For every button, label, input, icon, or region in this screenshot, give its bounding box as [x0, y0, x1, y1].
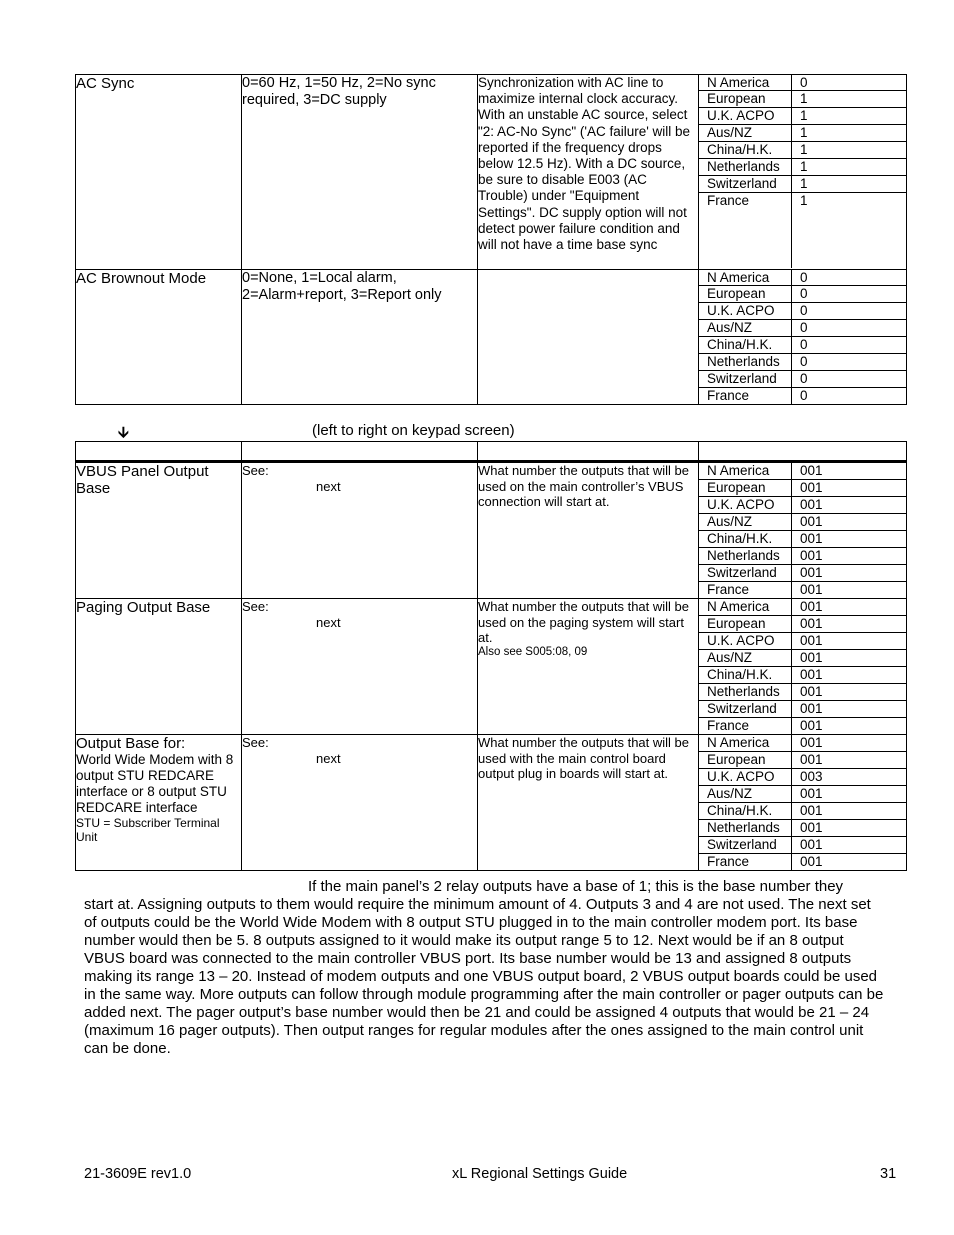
header-cell: [242, 442, 478, 462]
region-label: Aus/NZ: [699, 650, 792, 667]
regional-defaults: [699, 270, 907, 405]
region-label: U.K. ACPO: [699, 769, 792, 786]
section-subtitle: (left to right on keypad screen): [312, 422, 515, 439]
setting-description: [478, 599, 699, 735]
region-value: 001: [792, 684, 907, 701]
setting-name: VBUS Panel Output Base: [76, 462, 242, 599]
table-row-output-base-for: [76, 735, 907, 871]
region-value: 001: [792, 480, 907, 497]
setting-description: [478, 270, 699, 405]
setting-name: [76, 735, 242, 871]
region-value: 001: [792, 497, 907, 514]
region-value: 1: [792, 159, 907, 176]
region-label: Switzerland: [699, 371, 792, 388]
region-label: Switzerland: [699, 837, 792, 854]
header-cell: [699, 442, 907, 462]
region-label: Netherlands: [699, 820, 792, 837]
setting-options: [242, 735, 478, 871]
region-label: N America: [699, 270, 792, 286]
next-label: next: [316, 751, 341, 766]
region-label: N America: [699, 463, 792, 480]
region-label: Switzerland: [699, 565, 792, 582]
region-value: 001: [792, 718, 907, 735]
see-label: See:: [242, 735, 269, 750]
setting-name: AC Brownout Mode: [76, 270, 242, 405]
region-value: 001: [792, 786, 907, 803]
region-label: U.K. ACPO: [699, 497, 792, 514]
region-value: 001: [792, 582, 907, 599]
region-label: Aus/NZ: [699, 125, 792, 142]
region-value: 001: [792, 548, 907, 565]
region-label: China/H.K.: [699, 142, 792, 159]
setting-description: What number the outputs that will be used on the main controller’s VBUS connection will start at.: [478, 462, 699, 599]
region-value: 001: [792, 616, 907, 633]
region-label: European: [699, 480, 792, 497]
region-label: Netherlands: [699, 684, 792, 701]
region-label: China/H.K.: [699, 667, 792, 684]
region-label: N America: [699, 735, 792, 752]
table-row-vbus-output-base: [76, 462, 907, 599]
region-value: 001: [792, 735, 907, 752]
region-value: 0: [792, 337, 907, 354]
region-value: 001: [792, 837, 907, 854]
region-label: France: [699, 582, 792, 599]
setting-options: [242, 462, 478, 599]
region-value: 001: [792, 565, 907, 582]
region-value: 0: [792, 270, 907, 286]
regional-defaults: [699, 462, 907, 599]
region-label: France: [699, 854, 792, 871]
see-label: See:: [242, 599, 269, 614]
paragraph-first-line: If the main panel’s 2 relay outputs have a base of 1; this is the base number they: [308, 878, 844, 895]
region-value: 001: [792, 633, 907, 650]
region-value: 0: [792, 286, 907, 303]
region-value: 001: [792, 752, 907, 769]
setting-options: [242, 599, 478, 735]
region-label: European: [699, 91, 792, 108]
region-value: 001: [792, 854, 907, 871]
region-label: Aus/NZ: [699, 320, 792, 337]
footer-page-number: 31: [880, 1166, 897, 1182]
header-cell: [76, 442, 242, 462]
table-row-ac-sync: [76, 75, 907, 270]
region-value: 0: [792, 388, 907, 405]
setting-name-detail: World Wide Modem with 8 output STU REDCARE interface or 8 output STU REDCARE interface: [76, 752, 234, 815]
region-value: 1: [792, 142, 907, 159]
region-label: China/H.K.: [699, 803, 792, 820]
region-label: France: [699, 388, 792, 405]
paragraph-body: start at. Assigning outputs to them would require the minimum amount of 4. Outputs 3 and 4 are not used. The next set of outputs could be the World Wide Modem with 8 output STU plugged in to the main controller modem port. Its base number would then be 5. 8 outputs assigned to it would make its output range 5 to 12. Next would be if an 8 output VBUS board was connected to the main controller VBUS port. Its base number would be 13 and assigned 8 outputs making its range 13 – 20. Instead of modem outputs and one VBUS output board, 2 VBUS output boards could be used in the same way. More outputs can follow through module programming after the main controller or pager outputs can be added next. The pager output’s base number would then be 21 and could be assigned 4 outputs that would be 21 – 24 (maximum 16 pager outputs). Then output ranges for regular modules after the ones assigned to the main control unit can be done.: [84, 896, 884, 1057]
region-value: 0: [792, 75, 907, 91]
region-label: Aus/NZ: [699, 786, 792, 803]
settings-table-output-base: [75, 441, 907, 871]
setting-description: What number the outputs that will be used with the main control board output plug in boards will start at.: [478, 735, 699, 871]
region-value: 1: [792, 193, 907, 269]
description-note: Also see S005:08, 09: [478, 645, 588, 658]
region-label: Switzerland: [699, 701, 792, 718]
region-label: Aus/NZ: [699, 514, 792, 531]
region-value: 1: [792, 108, 907, 125]
description-text: What number the outputs that will be used on the paging system will start at.: [478, 599, 690, 645]
region-value: 0: [792, 354, 907, 371]
table-row-ac-brownout: [76, 270, 907, 405]
region-value: 001: [792, 463, 907, 480]
next-label: next: [316, 615, 341, 630]
region-label: China/H.K.: [699, 531, 792, 548]
region-value: 001: [792, 599, 907, 616]
see-label: See:: [242, 463, 269, 478]
region-value: 0: [792, 303, 907, 320]
region-value: 0: [792, 371, 907, 388]
region-label: N America: [699, 599, 792, 616]
table-header-row: [76, 442, 907, 462]
footer-doc-id: 21-3609E rev1.0: [84, 1166, 192, 1182]
regional-defaults: [699, 599, 907, 735]
setting-description: Synchronization with AC line to maximize internal clock accuracy. With an unstable AC source, select "2: AC-No Sync" ('AC failure' will be reported if the frequency drops below 12.5 Hz). With a DC source, be sure to disable E003 (AC Trouble) under "Equipment Settings". DC supply option will not detect power failure condition and will not have a time base sync: [478, 75, 699, 270]
region-value: 001: [792, 514, 907, 531]
explanation-paragraph: [84, 878, 884, 1058]
region-label: European: [699, 752, 792, 769]
region-value: 001: [792, 531, 907, 548]
region-label: U.K. ACPO: [699, 108, 792, 125]
region-value: 1: [792, 91, 907, 108]
region-label: Netherlands: [699, 354, 792, 371]
region-value: 001: [792, 820, 907, 837]
regional-defaults: [699, 735, 907, 871]
region-label: France: [699, 193, 792, 269]
region-label: U.K. ACPO: [699, 303, 792, 320]
settings-table-ac: [75, 74, 907, 405]
region-label: France: [699, 718, 792, 735]
region-value: 001: [792, 667, 907, 684]
region-value: 0: [792, 320, 907, 337]
setting-options: 0=60 Hz, 1=50 Hz, 2=No sync required, 3=DC supply: [242, 75, 478, 270]
region-value: 1: [792, 176, 907, 193]
down-arrow-icon: 🡫: [118, 424, 129, 441]
header-cell: [478, 442, 699, 462]
region-label: European: [699, 286, 792, 303]
region-value: 001: [792, 803, 907, 820]
region-label: U.K. ACPO: [699, 633, 792, 650]
next-label: next: [316, 479, 341, 494]
region-label: N America: [699, 75, 792, 91]
setting-name: Paging Output Base: [76, 599, 242, 735]
table-row-paging-output-base: [76, 599, 907, 735]
region-label: European: [699, 616, 792, 633]
setting-name-note: STU = Subscriber Terminal Unit: [76, 816, 220, 844]
region-value: 003: [792, 769, 907, 786]
region-value: 1: [792, 125, 907, 142]
regional-defaults: [699, 75, 907, 270]
region-label: China/H.K.: [699, 337, 792, 354]
setting-name: AC Sync: [76, 75, 242, 270]
footer-title: xL Regional Settings Guide: [452, 1166, 628, 1182]
region-label: Switzerland: [699, 176, 792, 193]
region-value: 001: [792, 650, 907, 667]
setting-name-heading: Output Base for:: [76, 735, 186, 752]
region-value: 001: [792, 701, 907, 718]
region-label: Netherlands: [699, 159, 792, 176]
setting-options: 0=None, 1=Local alarm, 2=Alarm+report, 3=Report only: [242, 270, 478, 405]
region-label: Netherlands: [699, 548, 792, 565]
